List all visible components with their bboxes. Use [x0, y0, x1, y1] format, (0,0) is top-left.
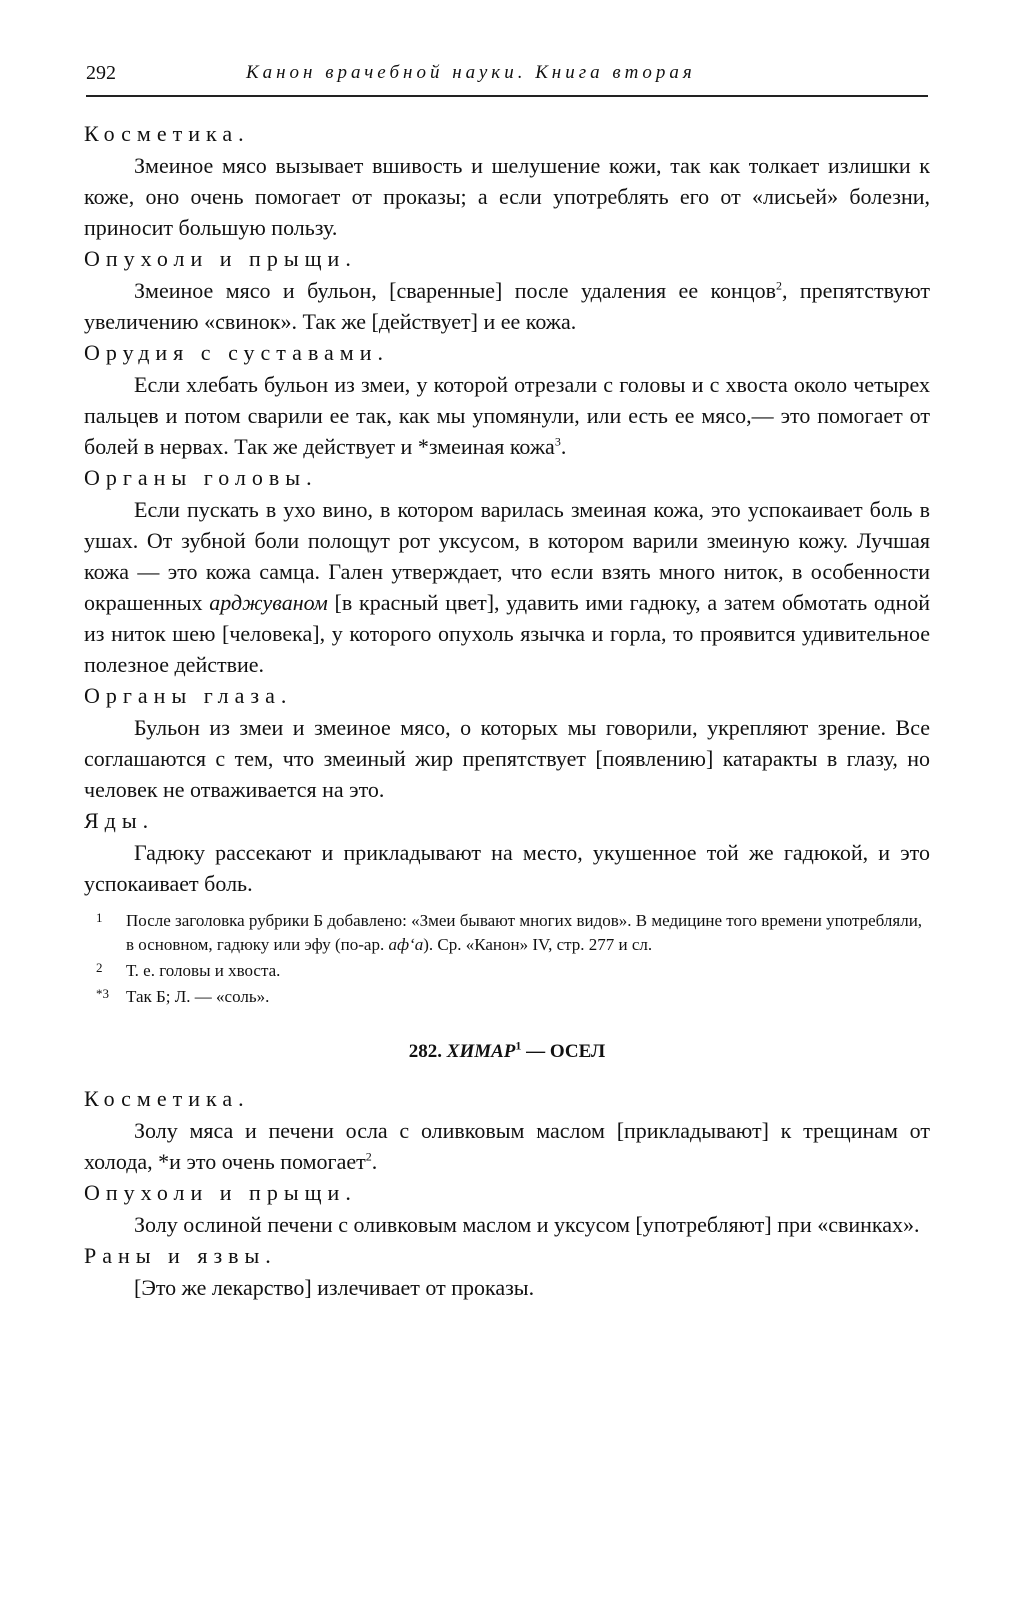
page-number: 292 — [86, 62, 116, 84]
running-title: Канон врачебной науки. Книга вторая — [246, 62, 696, 83]
footnote-1: 1 После заголовка рубрики Б добавлено: «Змеи бывают многих видов». В медицине того времени употребляли, в основном, гадюку или эфу (по-ар. аф‘а). Ср. «Канон» IV, стр. 277 и сл. — [96, 910, 923, 954]
rubric-wounds: Раны и язвы. — [84, 1243, 277, 1268]
section-281-body — [84, 118, 930, 899]
footnote-2: 2 Т. е. головы и хвоста. — [96, 960, 281, 980]
paragraph-head: Если пускать в ухо вино, в котором варилась змеиная кожа, это успокаивает боль в ушах. От зубной боли полощут рот уксусом, в котором варили змеиную кожу. Лучшая кожа — это кожа самца. Гален утверждает, что если взять много ниток, в особенности окрашенных арджуваном [в красный цвет], удавить ими гадюку, а затем обмотать одной из ниток шею [человека], у которого опухоль язычка и горла, то проявится удивительное полезное действие. — [84, 497, 930, 677]
footnote-ref: 2 — [365, 1149, 372, 1164]
rubric-head: Органы головы. — [84, 465, 318, 490]
paragraph-eyes: Бульон из змеи и змеиное мясо, о которых мы говорили, укрепляют зрение. Все соглашаются с тем, что змеиный жир препятствует [появлению] катаракты в глазу, но человек не отваживается на это. — [84, 715, 930, 802]
section-heading: 282. ХИМАР$^1$ — ОСЕЛ — [408, 1038, 606, 1062]
paragraph-swellings-2: Золу ослиной печени с оливковым маслом и уксусом [употребляют] при «свинках». — [134, 1212, 920, 1237]
section-282-body — [84, 1083, 930, 1303]
paragraph-wounds: [Это же лекарство] излечивает от проказы. — [134, 1275, 535, 1300]
rubric-eyes: Органы глаза. — [84, 683, 293, 708]
footnotes — [84, 909, 930, 1009]
footnote-ref: 2 — [776, 278, 782, 293]
rubric-swellings-2: Опухоли и прыщи. — [84, 1180, 357, 1205]
rubric-cosmetics: Косметика. — [84, 121, 250, 146]
rubric-cosmetics-2: Косметика. — [84, 1086, 250, 1111]
rubric-swellings: Опухоли и прыщи. — [84, 246, 357, 271]
paragraph-joints: Если хлебать бульон из змеи, у которой отрезали с головы и с хвоста около четырех пальцев и потом сварили ее так, как мы упомянули, или есть ее мясо,— это помогает от болей в нервах. Так же действует и *змеиная кожа$^3$. — [84, 372, 930, 459]
paragraph-cosmetics-2: Золу мяса и печени осла с оливковым маслом [прикладывают] к трещинам от холода, *и это очень помогает$^2$. — [84, 1118, 930, 1174]
footnote-3: *3 Так Б; Л. — «соль». — [96, 986, 270, 1006]
paragraph-poisons: Гадюку рассекают и прикладывают на место, укушенное той же гадюкой, и это успокаивает боль. — [84, 840, 930, 896]
footnote-ref: 3 — [554, 434, 561, 449]
page-body — [84, 118, 930, 1303]
rubric-joints: Орудия с суставами. — [84, 340, 390, 365]
page-header — [86, 58, 928, 94]
header-rule — [86, 95, 928, 97]
rubric-poisons: Яды. — [84, 808, 155, 833]
paragraph-cosmetics: Змеиное мясо вызывает вшивость и шелушение кожи, так как толкает излишки к коже, оно очень помогает от проказы; а если употреблять его от «лисьей» болезни, приносит большую пользу. — [84, 153, 930, 240]
paragraph-swellings: Змеиное мясо и бульон, [сваренные] после удаления ее концов$^2$, препятствуют увеличению «свинок». Так же [действует] и ее кожа. — [84, 278, 930, 334]
